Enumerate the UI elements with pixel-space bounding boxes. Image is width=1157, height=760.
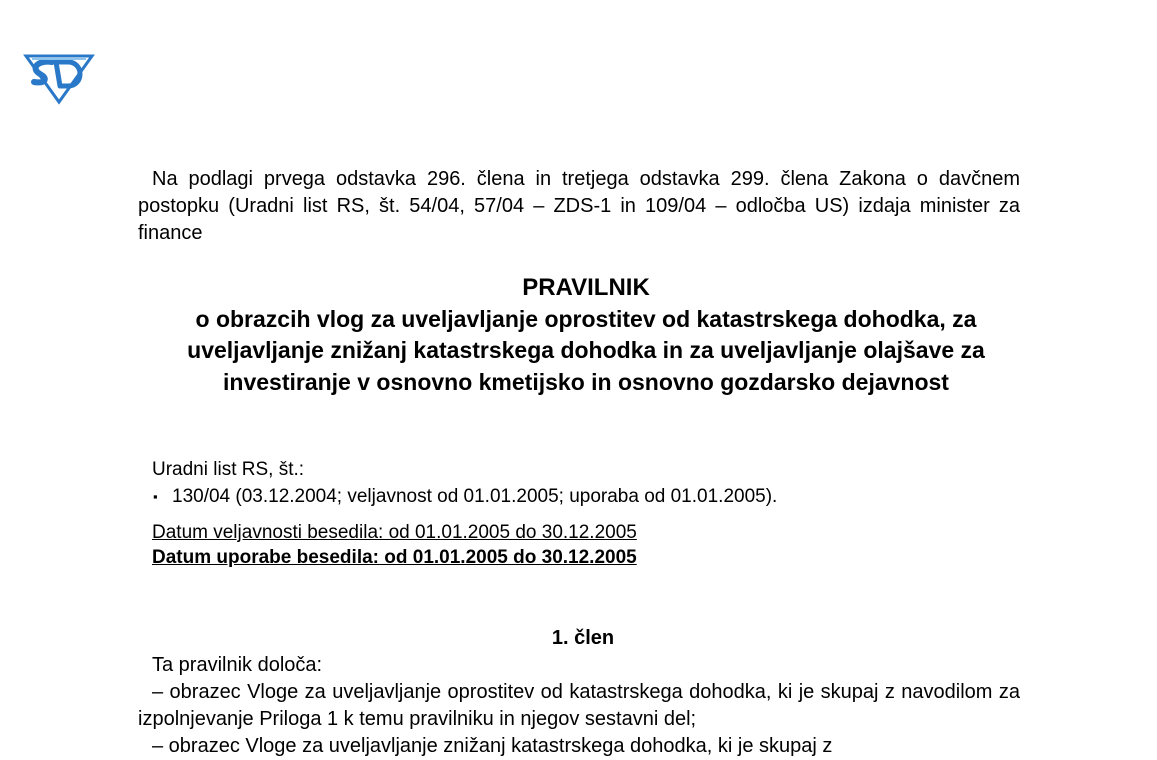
gazette-entry-text: 130/04 (03.12.2004; veljavnost od 01.01.2005; uporaba od 01.01.2005). [172,486,778,507]
validity-date-text: Datum veljavnosti besedila: od 01.01.2005 do 30.12.2005 [152,522,637,543]
article-item: – obrazec Vloge za uveljavljanje oprostitev od katastrskega dohodka, ki je skupaj z navodilom za izpolnjevanje Priloga 1 k temu pravilniku in njegov sestavni del; [138,681,1020,730]
article-1 [138,625,1020,760]
preamble-text: Na podlagi prvega odstavka 296. člena in tretjega odstavka 299. člena Zakona o davčnem postopku (Uradni list RS, št. 54/04, 57/04 – ZDS-1 in 109/04 – odločba US) izdaja minister za finance [138,168,1020,244]
logo-graphic [22,50,96,104]
official-gazette-reference [152,456,1012,510]
sd-logo-icon [22,50,96,104]
article-item: – obrazec Vloge za uveljavljanje znižanj katastrskega dohodka, ki je skupaj z [152,735,833,757]
bullet-icon: ▪ [153,489,158,504]
gazette-entry [152,483,1012,510]
document-subtitle: o obrazcih vlog za uveljavljanje oprostitev od katastrskega dohodka, za uveljavljanje znižanj katastrskega dohodka in za uveljavljanje olajšave za investiranje v osnovno kmetijsko in osnovno gozdarsko dejavnost [187,305,985,395]
regulation-title [138,272,1034,398]
use-date-text: Datum uporabe besedila: od 01.01.2005 do 30.12.2005 [152,547,637,568]
validity-dates [152,520,637,570]
gazette-list [152,483,1012,510]
article-heading: 1. člen [551,627,615,649]
gazette-label: Uradni list RS, št.: [152,459,305,480]
preamble [138,166,1020,247]
document-title: PRAVILNIK [522,274,650,301]
article-lead: Ta pravilnik določa: [152,654,323,676]
